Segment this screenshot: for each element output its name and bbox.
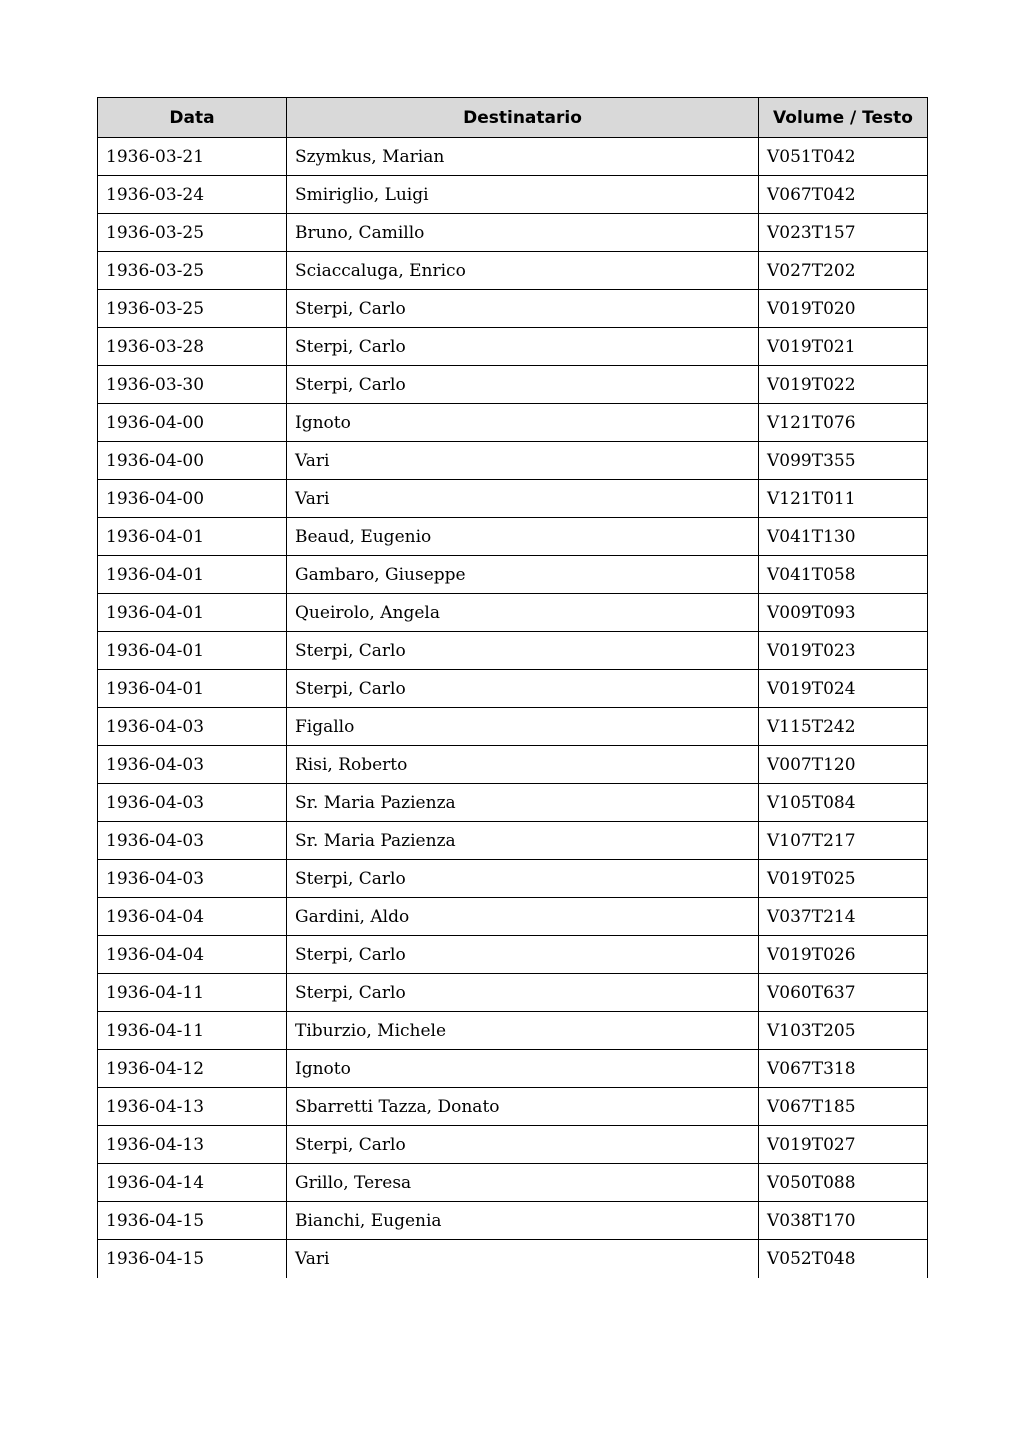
- cell-date: 1936-04-11: [98, 1012, 287, 1050]
- table-row: [98, 822, 928, 860]
- cell-volume-text: V067T318: [759, 1050, 928, 1088]
- cell-recipient: Sr. Maria Pazienza: [287, 822, 759, 860]
- table-row: [98, 1202, 928, 1240]
- table-row: [98, 1126, 928, 1164]
- cell-recipient: Smiriglio, Luigi: [287, 176, 759, 214]
- cell-volume-text: V107T217: [759, 822, 928, 860]
- letters-table: [97, 97, 928, 1278]
- table-row: [98, 746, 928, 784]
- cell-volume-text: V041T130: [759, 518, 928, 556]
- cell-recipient: Tiburzio, Michele: [287, 1012, 759, 1050]
- cell-volume-text: V052T048: [759, 1240, 928, 1278]
- table-row: [98, 328, 928, 366]
- table-row: [98, 176, 928, 214]
- cell-volume-text: V019T020: [759, 290, 928, 328]
- cell-date: 1936-04-12: [98, 1050, 287, 1088]
- cell-recipient: Sterpi, Carlo: [287, 632, 759, 670]
- table-body: [98, 138, 928, 1278]
- cell-recipient: Queirolo, Angela: [287, 594, 759, 632]
- table-row: [98, 670, 928, 708]
- cell-date: 1936-04-14: [98, 1164, 287, 1202]
- cell-recipient: Sciaccaluga, Enrico: [287, 252, 759, 290]
- cell-volume-text: V019T026: [759, 936, 928, 974]
- header-volume-text: Volume / Testo: [759, 98, 928, 138]
- cell-recipient: Sterpi, Carlo: [287, 974, 759, 1012]
- table-row: [98, 442, 928, 480]
- cell-date: 1936-04-11: [98, 974, 287, 1012]
- cell-date: 1936-04-03: [98, 746, 287, 784]
- cell-recipient: Beaud, Eugenio: [287, 518, 759, 556]
- table-row: [98, 1050, 928, 1088]
- cell-volume-text: V019T023: [759, 632, 928, 670]
- cell-date: 1936-03-28: [98, 328, 287, 366]
- cell-recipient: Sbarretti Tazza, Donato: [287, 1088, 759, 1126]
- header-date: Data: [98, 98, 287, 138]
- cell-volume-text: V019T022: [759, 366, 928, 404]
- cell-volume-text: V019T025: [759, 860, 928, 898]
- cell-date: 1936-03-25: [98, 252, 287, 290]
- cell-volume-text: V067T185: [759, 1088, 928, 1126]
- cell-recipient: Bianchi, Eugenia: [287, 1202, 759, 1240]
- table-row: [98, 594, 928, 632]
- table-row: [98, 252, 928, 290]
- cell-volume-text: V007T120: [759, 746, 928, 784]
- table-row: [98, 556, 928, 594]
- table-row: [98, 138, 928, 176]
- table-row: [98, 1240, 928, 1278]
- cell-date: 1936-04-03: [98, 784, 287, 822]
- cell-recipient: Sterpi, Carlo: [287, 936, 759, 974]
- cell-recipient: Szymkus, Marian: [287, 138, 759, 176]
- cell-volume-text: V099T355: [759, 442, 928, 480]
- cell-volume-text: V050T088: [759, 1164, 928, 1202]
- cell-volume-text: V019T024: [759, 670, 928, 708]
- cell-recipient: Sterpi, Carlo: [287, 366, 759, 404]
- cell-volume-text: V103T205: [759, 1012, 928, 1050]
- cell-recipient: Sterpi, Carlo: [287, 290, 759, 328]
- cell-date: 1936-04-15: [98, 1240, 287, 1278]
- cell-date: 1936-04-15: [98, 1202, 287, 1240]
- cell-volume-text: V023T157: [759, 214, 928, 252]
- cell-date: 1936-03-24: [98, 176, 287, 214]
- cell-volume-text: V019T027: [759, 1126, 928, 1164]
- cell-date: 1936-03-25: [98, 214, 287, 252]
- table-row: [98, 708, 928, 746]
- table-row: [98, 518, 928, 556]
- cell-recipient: Gardini, Aldo: [287, 898, 759, 936]
- header-recipient: Destinatario: [287, 98, 759, 138]
- cell-volume-text: V067T042: [759, 176, 928, 214]
- cell-date: 1936-03-25: [98, 290, 287, 328]
- cell-date: 1936-04-00: [98, 480, 287, 518]
- table-row: [98, 290, 928, 328]
- cell-recipient: Vari: [287, 442, 759, 480]
- cell-recipient: Figallo: [287, 708, 759, 746]
- cell-date: 1936-04-01: [98, 632, 287, 670]
- table-row: [98, 480, 928, 518]
- cell-recipient: Gambaro, Giuseppe: [287, 556, 759, 594]
- cell-date: 1936-04-03: [98, 822, 287, 860]
- cell-date: 1936-04-01: [98, 518, 287, 556]
- cell-recipient: Sterpi, Carlo: [287, 1126, 759, 1164]
- table-row: [98, 1088, 928, 1126]
- cell-volume-text: V121T011: [759, 480, 928, 518]
- cell-date: 1936-04-01: [98, 594, 287, 632]
- table-row: [98, 936, 928, 974]
- table-row: [98, 1012, 928, 1050]
- cell-volume-text: V027T202: [759, 252, 928, 290]
- table-row: [98, 214, 928, 252]
- cell-volume-text: V121T076: [759, 404, 928, 442]
- table-row: [98, 1164, 928, 1202]
- cell-date: 1936-03-21: [98, 138, 287, 176]
- cell-volume-text: V038T170: [759, 1202, 928, 1240]
- table-row: [98, 632, 928, 670]
- cell-recipient: Sterpi, Carlo: [287, 860, 759, 898]
- cell-date: 1936-04-00: [98, 404, 287, 442]
- cell-date: 1936-04-13: [98, 1126, 287, 1164]
- cell-recipient: Vari: [287, 480, 759, 518]
- cell-date: 1936-04-04: [98, 898, 287, 936]
- cell-volume-text: V105T084: [759, 784, 928, 822]
- table-row: [98, 366, 928, 404]
- cell-recipient: Ignoto: [287, 404, 759, 442]
- table-header: [98, 98, 928, 138]
- table-row: [98, 404, 928, 442]
- cell-recipient: Bruno, Camillo: [287, 214, 759, 252]
- table-row: [98, 784, 928, 822]
- cell-recipient: Sterpi, Carlo: [287, 328, 759, 366]
- cell-date: 1936-04-04: [98, 936, 287, 974]
- cell-date: 1936-04-03: [98, 860, 287, 898]
- cell-recipient: Risi, Roberto: [287, 746, 759, 784]
- table-row: [98, 860, 928, 898]
- cell-date: 1936-04-01: [98, 670, 287, 708]
- table-row: [98, 974, 928, 1012]
- cell-date: 1936-04-03: [98, 708, 287, 746]
- cell-volume-text: V060T637: [759, 974, 928, 1012]
- cell-volume-text: V041T058: [759, 556, 928, 594]
- header-row: [98, 98, 928, 138]
- cell-date: 1936-04-00: [98, 442, 287, 480]
- cell-recipient: Sr. Maria Pazienza: [287, 784, 759, 822]
- cell-volume-text: V009T093: [759, 594, 928, 632]
- table-row: [98, 898, 928, 936]
- cell-recipient: Sterpi, Carlo: [287, 670, 759, 708]
- cell-volume-text: V115T242: [759, 708, 928, 746]
- cell-date: 1936-04-01: [98, 556, 287, 594]
- cell-recipient: Ignoto: [287, 1050, 759, 1088]
- cell-recipient: Grillo, Teresa: [287, 1164, 759, 1202]
- cell-volume-text: V037T214: [759, 898, 928, 936]
- cell-recipient: Vari: [287, 1240, 759, 1278]
- cell-date: 1936-04-13: [98, 1088, 287, 1126]
- cell-volume-text: V019T021: [759, 328, 928, 366]
- cell-volume-text: V051T042: [759, 138, 928, 176]
- cell-date: 1936-03-30: [98, 366, 287, 404]
